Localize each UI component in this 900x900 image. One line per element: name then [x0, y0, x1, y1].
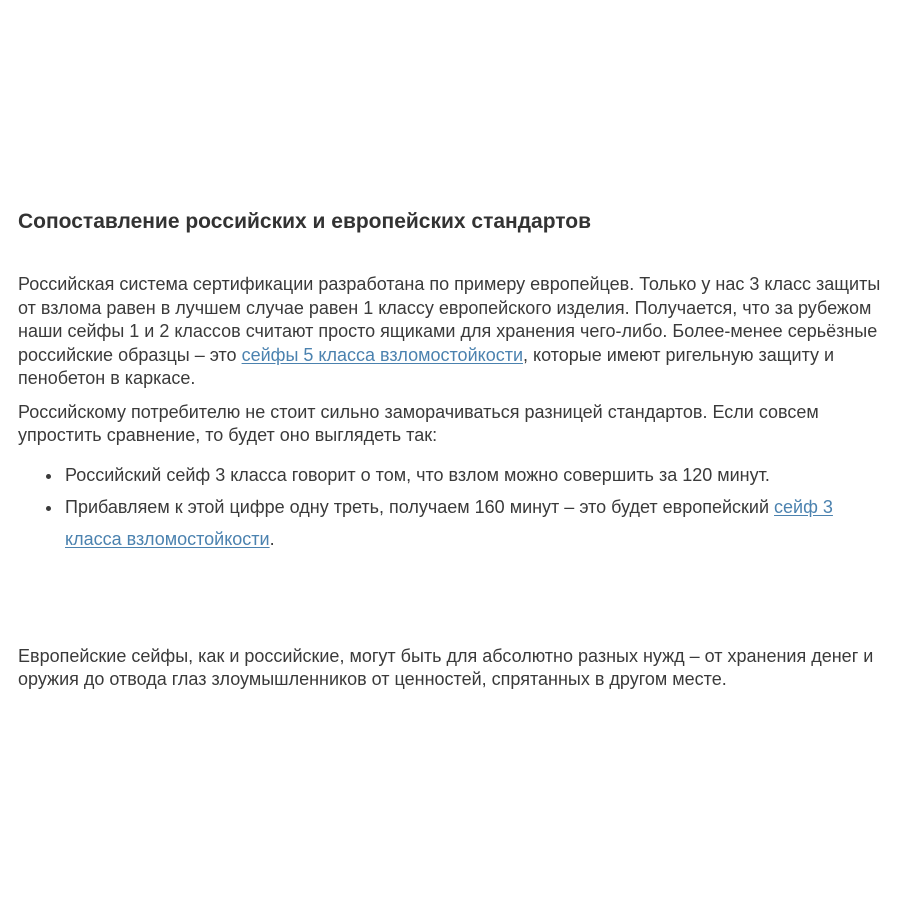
- comparison-list: [18, 459, 882, 555]
- list-item-european-safe: [63, 491, 882, 555]
- paragraph-text: Российская система сертификации разработана по примеру европейцев. Только у нас 3 класс защиты от взлома равен в лучшем случае равен 1 классу европейского изделия. Получается, что за рубежом наши сейфы 1 и 2 классов считают просто ящиками для хранения чего-либо. Более-менее серьёзные российские образцы – это: [18, 274, 881, 365]
- list-item-text: Прибавляем к этой цифре одну треть, получаем 160 минут – это будет европейский: [65, 496, 775, 517]
- paragraph-certification: [18, 273, 882, 391]
- link-safes-class5-burglary-resistance[interactable]: сейфы 5 класса взломостойкости: [241, 344, 524, 365]
- top-whitespace: [18, 0, 882, 210]
- article-heading: Сопоставление российских и европейских стандартов: [18, 210, 592, 233]
- paragraph-standards-comparison: Российскому потребителю не стоит сильно заморачиваться разницей стандартов. Если совсем упростить сравнение, то будет оно выглядеть так:: [18, 401, 819, 445]
- link-safe-class3-burglary-resistance[interactable]: сейф 3 класса взломостойкости: [65, 496, 833, 549]
- list-item-text: .: [269, 528, 275, 549]
- paragraph-european-safes: Европейские сейфы, как и российские, могут быть для абсолютно разных нужд – от хранения денег и оружия до отвода глаз злоумышленников от ценностей, спрятанных в другом месте.: [18, 645, 874, 689]
- paragraph-text: , которые имеют ригельную защиту и пенобетон в каркасе.: [18, 344, 835, 388]
- list-item-russian-safe: • Российский сейф 3 класса говорит о том, что взлом можно совершить за 120 минут.: [63, 459, 882, 491]
